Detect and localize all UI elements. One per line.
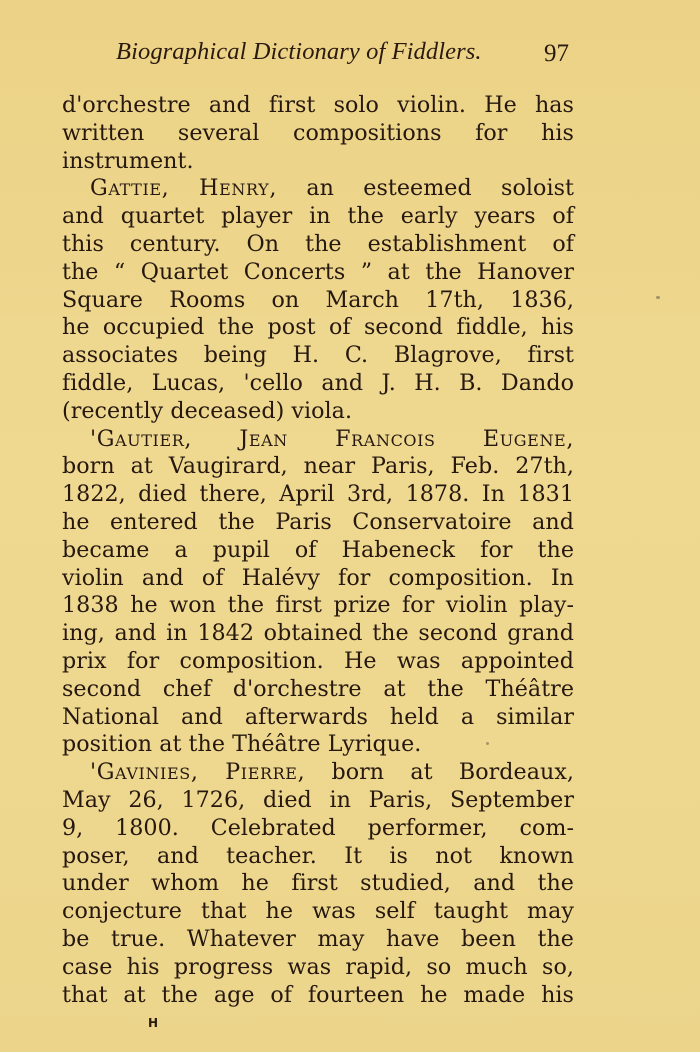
text-line: be true. Whatever may have been the xyxy=(62,925,574,952)
text-line: the “ Quartet Concerts ” at the Hanover xyxy=(62,258,574,285)
text-line: he entered the Paris Conservatoire and xyxy=(62,508,574,535)
text-line: under whom he first studied, and the xyxy=(62,870,574,897)
text-line: that at the age of fourteen he made his xyxy=(62,981,574,1008)
text-line: 1822, died there, April 3rd, 1878. In 1831 xyxy=(62,481,574,508)
entry-heading-line: 'Gavinies, Pierre, born at Bordeaux, xyxy=(90,759,574,786)
entry-heading-line xyxy=(62,426,574,454)
entry-heading-line: Gattie, Henry, an esteemed soloist xyxy=(90,175,575,202)
paper-speck xyxy=(656,296,660,299)
text-line: ing, and in 1842 obtained the second grand xyxy=(62,620,574,647)
text-line: fiddle, Lucas, 'cello and J. H. B. Dando xyxy=(62,369,574,396)
text-line: conjecture that he was self taught may xyxy=(62,898,574,925)
entry-name: 'Gautier, Jean Francois Eugene, xyxy=(90,425,574,452)
text-line: written several compositions for his xyxy=(62,119,574,146)
text-line: 9, 1800. Celebrated performer, com- xyxy=(62,814,574,841)
page-number: 97 xyxy=(544,40,569,67)
text-line: he occupied the post of second fiddle, his xyxy=(62,314,574,341)
paper-speck xyxy=(486,742,489,745)
entry-name: 'Gavinies, Pierre, xyxy=(90,759,306,786)
signature-mark: H xyxy=(148,1016,159,1030)
entry-name: Gattie, Henry, xyxy=(90,175,277,202)
text-line: position at the Théâtre Lyrique. xyxy=(62,731,422,758)
text-line: prix for composition. He was appointed xyxy=(62,647,574,674)
text-line: associates being H. C. Blagrove, first xyxy=(62,342,574,369)
text-line: born at Vaugirard, near Paris, Feb. 27th, xyxy=(62,453,574,480)
body-text xyxy=(62,92,574,1009)
text-line: d'orchestre and first solo violin. He has xyxy=(62,92,574,118)
running-title: Biographical Dictionary of Fiddlers. xyxy=(116,38,482,65)
text-line: and quartet player in the early years of xyxy=(62,203,574,230)
text-line: May 26, 1726, died in Paris, September xyxy=(62,786,574,813)
text-line: 1838 he won the first prize for violin play- xyxy=(62,592,574,619)
text-line: violin and of Halévy for composition. In xyxy=(62,564,574,591)
text-line: Square Rooms on March 17th, 1836, xyxy=(62,286,574,313)
text-line: (recently deceased) viola. xyxy=(62,397,353,424)
page-header xyxy=(0,36,700,76)
text-line: poser, and teacher. It is not known xyxy=(62,842,574,869)
text-line: instrument. xyxy=(62,147,194,174)
text-line: case his progress was rapid, so much so, xyxy=(62,953,574,980)
text-line: became a pupil of Habeneck for the xyxy=(62,536,574,563)
text-line: second chef d'orchestre at the Théâtre xyxy=(62,675,574,702)
text-line: National and afterwards held a similar xyxy=(62,703,574,730)
text-line: this century. On the establishment of xyxy=(62,230,574,257)
